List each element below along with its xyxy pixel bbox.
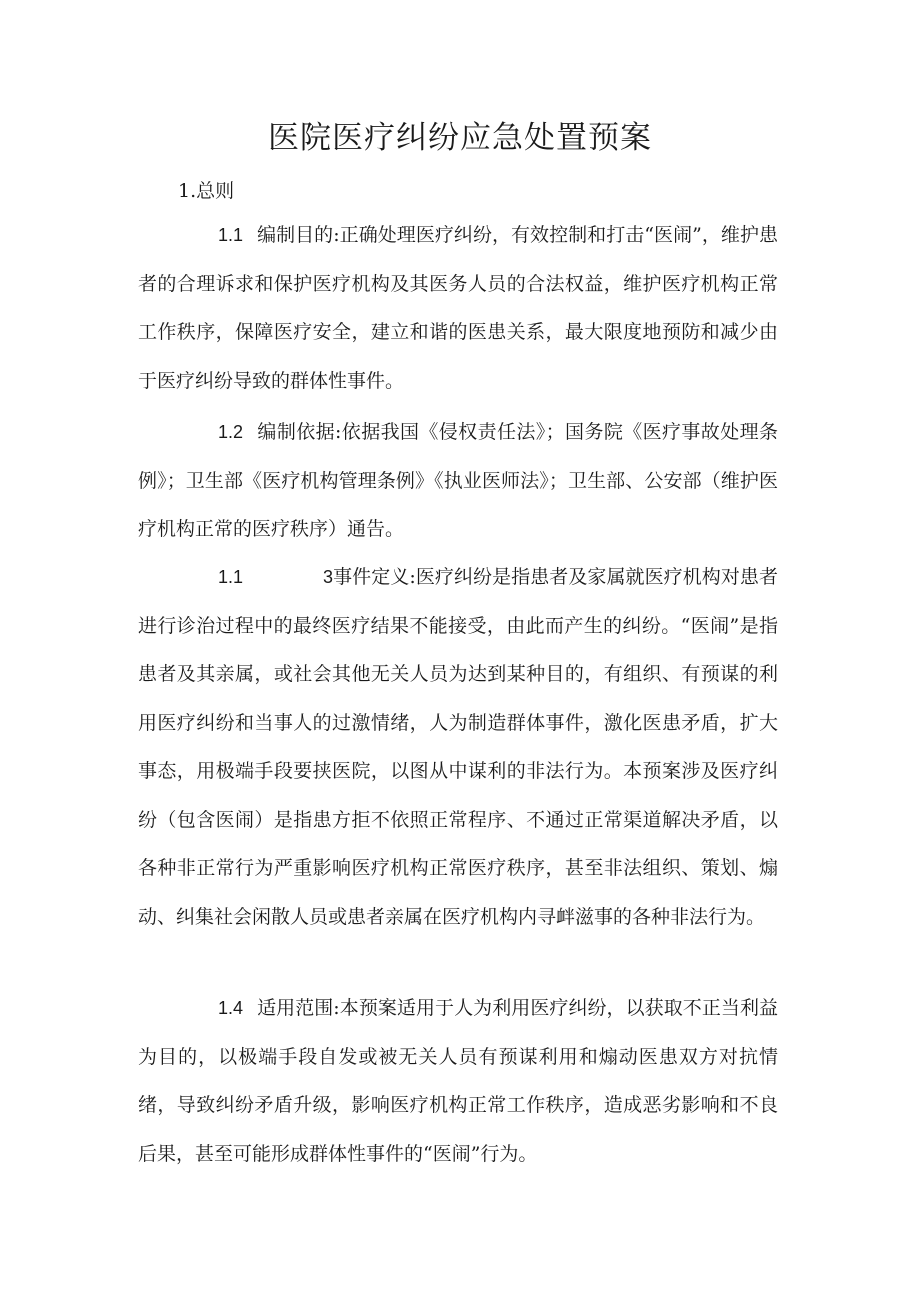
paragraph-1-2 — [138, 408, 778, 554]
paragraph-text: 编制目的:正确处理医疗纠纷，有效控制和打击“医闹”，维护患者的合理诉求和保护医疗机构及其医务人员的合法权益，维护医疗机构正常工作秩序，保障医疗安全，建立和谐的医患关系，最大限度地预防和减少由于医疗纠纷导致的群体性事件。 — [138, 224, 778, 392]
paragraph-text: 编制依据:依据我国《侵权责任法》；国务院《医疗事故处理条例》；卫生部《医疗机构管理条例》《执业医师法》；卫生部、公安部（维护医疗机构正常的医疗秩序）通告。 — [138, 421, 778, 540]
paragraph-number: 1.2 — [218, 422, 244, 442]
paragraph-number: 1.1 — [218, 225, 244, 245]
paragraph-text: 适用范围:本预案适用于人为利用医疗纠纷，以获取不正当利益为目的，以极端手段自发或被无关人员有预谋利用和煽动医患双方对抗情绪，导致纠纷矛盾升级，影响医疗机构正常工作秩序，造成恶劣影响和不良后果，甚至可能形成群体性事件的“医闹”行为。 — [138, 997, 778, 1165]
paragraph-text: 事件定义:医疗纠纷是指患者及家属就医疗机构对患者进行诊治过程中的最终医疗结果不能接受，由此而产生的纠纷。“医闹”是指患者及其亲属，或社会其他无关人员为达到某种目的，有组织、有预谋的利用医疗纠纷和当事人的过激情绪，人为制造群体事件，激化医患矛盾，扩大事态，用极端手段要挟医院，以图从中谋利的非法行为。本预案涉及医疗纠纷（包含医闹）是指患方拒不依照正常程序、不通过正常渠道解决矛盾，以各种非正常行为严重影响医疗机构正常医疗秩序，甚至非法组织、策划、煽动、纠集社会闲散人员或患者亲属在医疗机构内寻衅滋事的各种非法行为。 — [138, 566, 778, 928]
section-heading: 1.总则 — [178, 180, 235, 202]
paragraph-number-suffix: 3 — [323, 567, 334, 587]
paragraph-1-3 — [138, 553, 778, 941]
paragraph-number: 1.1 — [218, 567, 244, 587]
paragraph-number: 1.4 — [218, 998, 244, 1018]
document-title: 医院医疗纠纷应急处置预案 — [268, 120, 652, 156]
paragraph-1-4 — [138, 984, 778, 1178]
paragraph-1-1 — [138, 211, 778, 405]
